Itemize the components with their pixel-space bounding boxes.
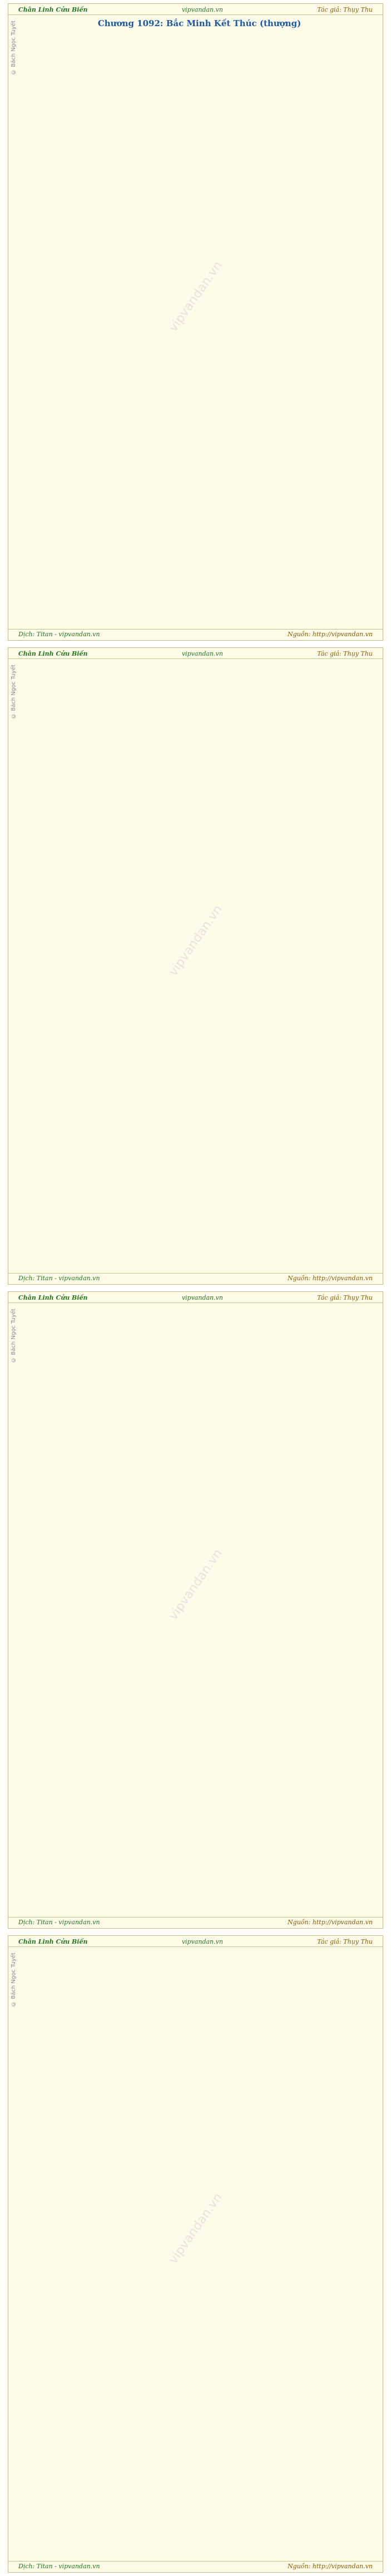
- page-content: [25, 1950, 374, 2558]
- header-site: vipvandan.vn: [181, 6, 223, 13]
- page-frame: [8, 1291, 383, 1929]
- page-footer: [8, 629, 383, 639]
- footer-source: Nguồn: http://vipvandan.vn: [288, 2563, 373, 2570]
- header-author: Tác giả: Thụy Thu: [317, 1938, 373, 1945]
- watermark: vipvandan.vn: [166, 902, 225, 979]
- watermark: vipvandan.vn: [166, 258, 225, 335]
- footer-translator: Dịch: Titan - vipvandan.vn: [18, 2563, 100, 2570]
- page-footer: [8, 1273, 383, 1283]
- header-author: Tác giả: Thụy Thu: [317, 6, 373, 13]
- page-footer: [8, 1917, 383, 1927]
- footer-translator: Dịch: Titan - vipvandan.vn: [18, 1275, 100, 1282]
- side-credit-text: © Bách Ngọc Tuyết: [10, 665, 17, 719]
- page-frame: [8, 647, 383, 1285]
- page-header: [8, 5, 383, 15]
- footer-translator: Dịch: Titan - vipvandan.vn: [18, 1919, 100, 1926]
- footer-source: Nguồn: http://vipvandan.vn: [288, 1919, 373, 1926]
- page-3: [0, 1288, 391, 1932]
- page-4: [0, 1932, 391, 2576]
- page-header: [8, 1293, 383, 1303]
- header-book-title: Chân Linh Cửu Biến: [18, 1938, 88, 1945]
- page-content: [25, 18, 374, 626]
- header-site: vipvandan.vn: [181, 650, 223, 657]
- watermark: vipvandan.vn: [166, 1546, 225, 1623]
- page-frame: [8, 1935, 383, 2573]
- header-book-title: Chân Linh Cửu Biến: [18, 6, 88, 13]
- side-credit-text: © Bách Ngọc Tuyết: [10, 1309, 17, 1363]
- side-credit: [8, 1305, 18, 1915]
- side-credit-text: © Bách Ngọc Tuyết: [10, 1953, 17, 2007]
- header-author: Tác giả: Thụy Thu: [317, 650, 373, 657]
- footer-translator: Dịch: Titan - vipvandan.vn: [18, 631, 100, 638]
- header-site: vipvandan.vn: [181, 1294, 223, 1301]
- header-author: Tác giả: Thụy Thu: [317, 1294, 373, 1301]
- footer-source: Nguồn: http://vipvandan.vn: [288, 1275, 373, 1282]
- side-credit: [8, 17, 18, 627]
- side-credit: [8, 661, 18, 1271]
- side-credit: [8, 1949, 18, 2559]
- page-content: [25, 662, 374, 1270]
- header-book-title: Chân Linh Cửu Biến: [18, 650, 88, 657]
- page-footer: [8, 2561, 383, 2571]
- watermark: vipvandan.vn: [166, 2190, 225, 2267]
- page-header: [8, 1937, 383, 1947]
- header-site: vipvandan.vn: [181, 1938, 223, 1945]
- side-credit-text: © Bách Ngọc Tuyết: [10, 21, 17, 75]
- header-book-title: Chân Linh Cửu Biến: [18, 1294, 88, 1301]
- page-header: [8, 649, 383, 659]
- page-frame: [8, 3, 383, 641]
- footer-source: Nguồn: http://vipvandan.vn: [288, 631, 373, 638]
- page-content: [25, 1306, 374, 1914]
- page-1: [0, 0, 391, 644]
- chapter-title: Chương 1092: Bắc Minh Kết Thúc (thượng): [97, 18, 301, 28]
- page-2: [0, 644, 391, 1288]
